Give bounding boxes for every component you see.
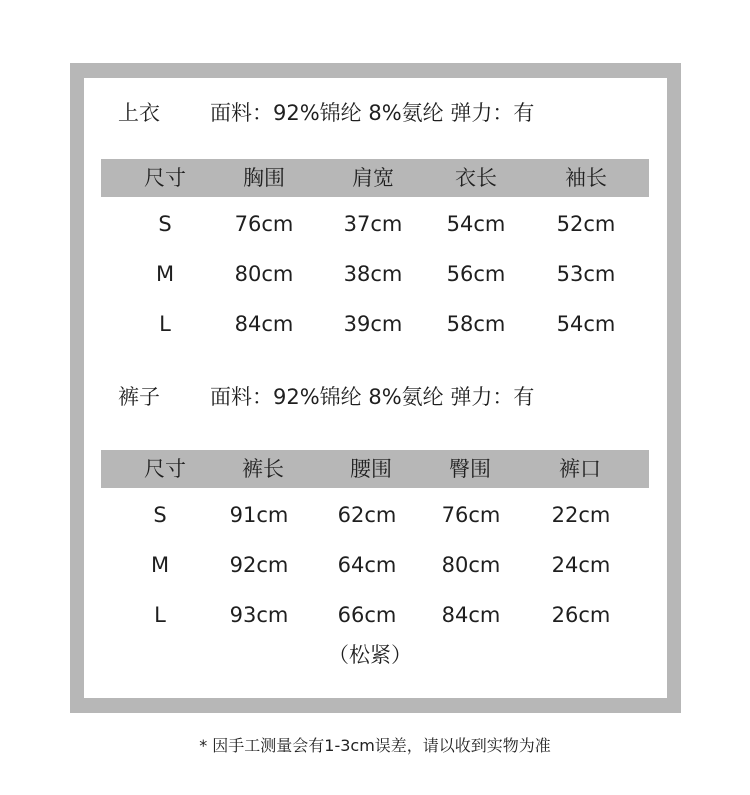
top-row-l-chest: 84cm xyxy=(234,312,294,336)
bottom-row-m-hip: 80cm xyxy=(441,553,501,577)
bottom-section-fabric: 面料：92%锦纶 8%氨纶 弹力：有 xyxy=(210,385,535,409)
bottom-row-m-pants-length: 92cm xyxy=(229,553,289,577)
bottom-row-l-hip: 84cm xyxy=(441,603,501,627)
bottom-row-l-waist: 66cm xyxy=(337,603,397,627)
bottom-row-s-hip: 76cm xyxy=(441,503,501,527)
top-section-heading xyxy=(0,99,750,127)
top-row-l-size: L xyxy=(159,312,171,336)
bottom-row-l-leg-opening: 26cm xyxy=(551,603,611,627)
bottom-header-hip: 臀围 xyxy=(449,457,491,481)
top-row-m-shoulder: 38cm xyxy=(343,262,403,286)
bottom-row-s-waist: 62cm xyxy=(337,503,397,527)
top-header-sleeve: 袖长 xyxy=(565,166,607,190)
waist-elastic-note: （松紧） xyxy=(328,643,412,667)
top-row-s-length: 54cm xyxy=(446,212,506,236)
bottom-row-l-size: L xyxy=(154,603,166,627)
bottom-header-pants-length: 裤长 xyxy=(242,457,284,481)
top-row-m-size: M xyxy=(155,262,175,286)
bottom-row-l-pants-length: 93cm xyxy=(229,603,289,627)
bottom-row-m-size: M xyxy=(150,553,170,577)
top-header-shoulder: 肩宽 xyxy=(352,166,394,190)
top-header-size: 尺寸 xyxy=(144,166,186,190)
top-row-s-shoulder: 37cm xyxy=(343,212,403,236)
bottom-row-s-pants-length: 91cm xyxy=(229,503,289,527)
top-section-name: 上衣 xyxy=(118,101,160,125)
bottom-section-heading xyxy=(0,383,750,411)
bottom-row-m-leg-opening: 24cm xyxy=(551,553,611,577)
top-section-fabric: 面料：92%锦纶 8%氨纶 弹力：有 xyxy=(210,101,535,125)
bottom-header-waist: 腰围 xyxy=(350,457,392,481)
bottom-header-leg-opening: 裤口 xyxy=(559,457,601,481)
bottom-row-m-waist: 64cm xyxy=(337,553,397,577)
top-row-m-chest: 80cm xyxy=(234,262,294,286)
top-row-s-sleeve: 52cm xyxy=(556,212,616,236)
bottom-header-size: 尺寸 xyxy=(144,457,186,481)
measurement-disclaimer: * 因手工测量会有1-3cm误差，请以收到实物为准 xyxy=(199,736,551,755)
top-row-l-sleeve: 54cm xyxy=(556,312,616,336)
top-header-chest: 胸围 xyxy=(243,166,285,190)
top-row-m-sleeve: 53cm xyxy=(556,262,616,286)
top-row-s-size: S xyxy=(158,212,172,236)
top-header-length: 衣长 xyxy=(455,166,497,190)
bottom-section-name: 裤子 xyxy=(118,385,160,409)
bottom-row-s-size: S xyxy=(153,503,167,527)
top-row-l-length: 58cm xyxy=(446,312,506,336)
top-row-s-chest: 76cm xyxy=(234,212,294,236)
bottom-row-s-leg-opening: 22cm xyxy=(551,503,611,527)
top-row-m-length: 56cm xyxy=(446,262,506,286)
top-row-l-shoulder: 39cm xyxy=(343,312,403,336)
